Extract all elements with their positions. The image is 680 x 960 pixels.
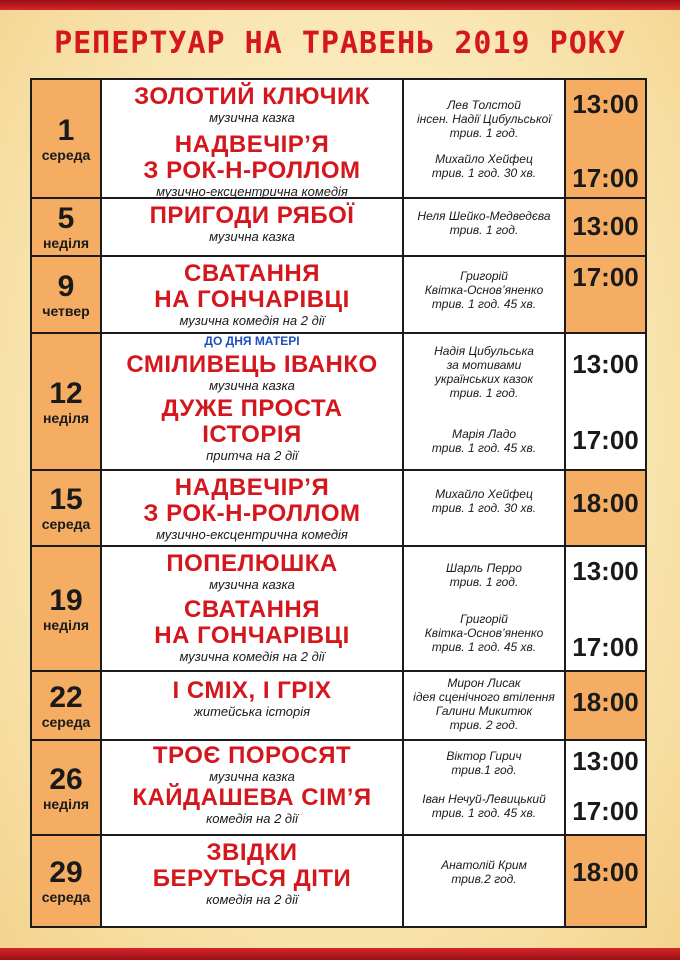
weekday-label: середа bbox=[41, 146, 91, 163]
weekday-label: неділя bbox=[42, 616, 90, 633]
showtime: 13:00 bbox=[572, 89, 639, 119]
show-title: НАДВЕЧІР’Я З РОК-Н-РОЛЛОМ bbox=[143, 474, 361, 527]
time-cell bbox=[566, 741, 645, 834]
showtime: 18:00 bbox=[572, 857, 639, 887]
show-genre: музично-ексцентрична комедія bbox=[156, 527, 348, 542]
show-cell bbox=[102, 80, 404, 197]
day-number: 29 bbox=[49, 856, 83, 889]
schedule-row bbox=[32, 672, 645, 741]
author-info: Неля Шейко-Медведєва трив. 1 год. bbox=[417, 209, 551, 237]
day-number: 9 bbox=[57, 269, 75, 303]
show-entry bbox=[102, 396, 402, 463]
day-number: 1 bbox=[57, 113, 75, 147]
show-genre: комедія на 2 дії bbox=[206, 892, 298, 907]
showtime: 17:00 bbox=[572, 163, 639, 193]
show-genre: музична казка bbox=[209, 110, 295, 125]
day-number: 22 bbox=[49, 680, 83, 714]
show-title: КАЙДАШЕВА СІМ’Я bbox=[132, 784, 372, 811]
author-info: Григорій Квітка-Основ’яненко трив. 1 год. 45 хв. bbox=[424, 269, 544, 311]
author-info: Анатолій Крим трив.2 год. bbox=[441, 858, 527, 886]
author-cell bbox=[404, 471, 566, 545]
showtime: 13:00 bbox=[572, 349, 639, 379]
author-cell bbox=[404, 836, 566, 926]
time-cell bbox=[566, 836, 645, 926]
author-cell bbox=[404, 334, 566, 469]
show-title: І СМІХ, І ГРІХ bbox=[172, 677, 332, 704]
show-genre: притча на 2 дії bbox=[206, 448, 298, 463]
show-genre: музична казка bbox=[209, 229, 295, 244]
top-border bbox=[0, 0, 680, 10]
date-cell bbox=[32, 672, 102, 739]
show-entry bbox=[102, 551, 402, 592]
schedule-row bbox=[32, 334, 645, 471]
weekday-label: середа bbox=[41, 713, 91, 730]
showtime: 17:00 bbox=[572, 425, 639, 455]
show-entry bbox=[102, 132, 402, 199]
schedule-row bbox=[32, 471, 645, 547]
time-cell bbox=[566, 199, 645, 255]
time-cell bbox=[566, 672, 645, 739]
show-genre: музично-ексцентрична комедія bbox=[156, 184, 348, 199]
author-info: Іван Нечуй-Левицький трив. 1 год. 45 хв. bbox=[422, 792, 546, 820]
author-cell bbox=[404, 672, 566, 739]
show-entry bbox=[102, 261, 402, 328]
show-entry bbox=[102, 475, 402, 542]
date-cell bbox=[32, 836, 102, 926]
show-cell bbox=[102, 199, 404, 255]
date-cell bbox=[32, 199, 102, 255]
showtime: 17:00 bbox=[572, 262, 639, 292]
schedule-row bbox=[32, 80, 645, 199]
author-cell bbox=[404, 199, 566, 255]
time-cell bbox=[566, 471, 645, 545]
author-info: Мирон Лисак ідея сценічного втілення Галини Микитюк трив. 2 год. bbox=[413, 676, 555, 732]
author-cell bbox=[404, 80, 566, 197]
schedule-row bbox=[32, 199, 645, 257]
weekday-label: неділя bbox=[42, 235, 90, 251]
time-cell bbox=[566, 80, 645, 197]
showtime: 13:00 bbox=[572, 556, 639, 586]
show-cell bbox=[102, 257, 404, 332]
show-title: ТРОЄ ПОРОСЯТ bbox=[152, 742, 352, 769]
author-info: Віктор Гирич трив.1 год. bbox=[446, 749, 522, 777]
schedule-row bbox=[32, 547, 645, 672]
show-entry bbox=[102, 203, 402, 244]
date-cell bbox=[32, 547, 102, 670]
show-genre: житейська історія bbox=[193, 704, 311, 719]
time-cell bbox=[566, 547, 645, 670]
show-cell bbox=[102, 741, 404, 834]
showtime: 18:00 bbox=[572, 687, 639, 717]
author-cell bbox=[404, 547, 566, 670]
show-entry bbox=[102, 352, 402, 393]
weekday-label: середа bbox=[41, 889, 91, 905]
show-cell bbox=[102, 547, 404, 670]
date-cell bbox=[32, 334, 102, 469]
schedule-row bbox=[32, 741, 645, 836]
show-genre: музична казка bbox=[209, 577, 295, 592]
date-cell bbox=[32, 471, 102, 545]
day-number: 26 bbox=[49, 762, 83, 796]
page-title: РЕПЕРТУАР НА ТРАВЕНЬ 2019 РОКУ bbox=[54, 26, 626, 61]
show-entry bbox=[102, 84, 402, 125]
show-cell bbox=[102, 836, 404, 926]
show-genre: комедія на 2 дії bbox=[206, 811, 298, 826]
author-cell bbox=[404, 741, 566, 834]
author-cell bbox=[404, 257, 566, 332]
show-cell bbox=[102, 471, 404, 545]
day-number: 5 bbox=[57, 202, 75, 235]
show-title: ПОПЕЛЮШКА bbox=[166, 550, 338, 577]
showtime: 17:00 bbox=[572, 796, 639, 826]
day-number: 15 bbox=[49, 483, 83, 516]
date-cell bbox=[32, 741, 102, 834]
schedule-table bbox=[30, 78, 647, 928]
show-title: ЗОЛОТИЙ КЛЮЧИК bbox=[134, 83, 370, 110]
bottom-border bbox=[0, 948, 680, 960]
weekday-label: неділя bbox=[42, 795, 90, 812]
author-info: Шарль Перро трив. 1 год. bbox=[446, 561, 522, 589]
showtime: 17:00 bbox=[572, 632, 639, 662]
show-genre: музична комедія на 2 дії bbox=[179, 649, 325, 664]
show-entry bbox=[102, 840, 402, 907]
show-entry bbox=[102, 678, 402, 719]
show-title: НАДВЕЧІР’Я З РОК-Н-РОЛЛОМ bbox=[143, 131, 361, 184]
show-title: ЗВІДКИ БЕРУТЬСЯ ДІТИ bbox=[152, 839, 352, 892]
show-title: ДУЖЕ ПРОСТА ІСТОРІЯ bbox=[161, 395, 343, 448]
showtime: 13:00 bbox=[572, 211, 639, 241]
author-info: Марія Ладо трив. 1 год. 45 хв. bbox=[431, 427, 537, 455]
author-info: Григорій Квітка-Основ’яненко трив. 1 год. 45 хв. bbox=[424, 612, 544, 654]
time-cell bbox=[566, 257, 645, 332]
show-cell bbox=[102, 672, 404, 739]
schedule-row bbox=[32, 836, 645, 926]
show-title: СМІЛИВЕЦЬ ІВАНКО bbox=[126, 351, 378, 378]
show-title: СВАТАННЯ НА ГОНЧАРІВЦІ bbox=[154, 596, 350, 649]
day-number: 19 bbox=[49, 583, 83, 617]
show-title: ПРИГОДИ РЯБОЇ bbox=[149, 202, 355, 229]
date-cell bbox=[32, 80, 102, 197]
show-entry bbox=[102, 597, 402, 664]
show-genre: музична комедія на 2 дії bbox=[179, 313, 325, 328]
showtime: 13:00 bbox=[572, 746, 639, 776]
weekday-label: четвер bbox=[42, 302, 90, 319]
show-genre: музична казка bbox=[209, 378, 295, 393]
show-cell bbox=[102, 334, 404, 469]
event-tag: ДО ДНЯ МАТЕРІ bbox=[204, 334, 300, 348]
author-info: Михайло Хейфец трив. 1 год. 30 хв. bbox=[431, 487, 537, 515]
showtime: 18:00 bbox=[572, 488, 639, 518]
show-entry bbox=[102, 743, 402, 784]
time-cell bbox=[566, 334, 645, 469]
weekday-label: середа bbox=[41, 516, 91, 532]
author-info: Надія Цибульська за мотивами українських казок трив. 1 год. bbox=[434, 344, 534, 400]
weekday-label: неділя bbox=[42, 409, 90, 426]
schedule-row bbox=[32, 257, 645, 334]
date-cell bbox=[32, 257, 102, 332]
show-title: СВАТАННЯ НА ГОНЧАРІВЦІ bbox=[154, 260, 350, 313]
show-entry bbox=[102, 785, 402, 826]
author-info: Лев Толстой інсен. Надії Цибульської трив. 1 год. bbox=[417, 98, 551, 140]
show-genre: музична казка bbox=[209, 769, 295, 784]
day-number: 12 bbox=[49, 376, 83, 410]
author-info: Михайло Хейфец трив. 1 год. 30 хв. bbox=[431, 152, 537, 180]
